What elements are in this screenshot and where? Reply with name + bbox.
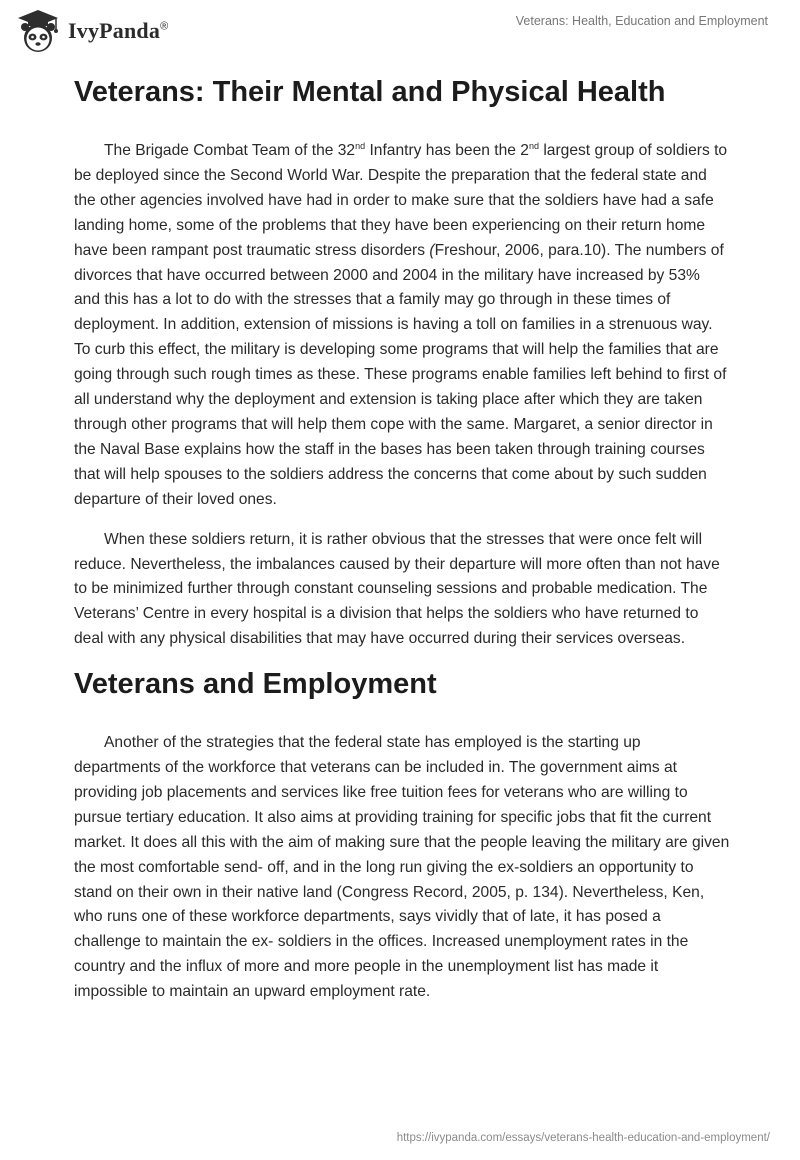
paragraph-employment-1: Another of the strategies that the federal state has employed is the starting up departments of the workforce that veterans can be included in. The government aims at providing job placements and services like free tuition fees for veterans who are willing to pursue tertiary education. It also aims at providing training for specific jobs that fit the current market. It does all this with the aim of making sure that the people leaving the military are given the most comfortable send- off, and in the long run giving the ex-soldiers an opportunity to stand on their own in their native land (Congress Record, 2005, p. 134). Nevertheless, Ken, who runs one of these workforce departments, says vividly that of late, it has posed a challenge to maintain the ex- soldiers in the offices. Increased unemployment rates in the country and the influx of more and more people in the unemployment list has made it impossible to maintain an upward employment rate. (74, 734, 730, 1001)
section-heading-employment: Veterans and Employment (74, 668, 437, 701)
section-heading-health: Veterans: Their Mental and Physical Health (74, 76, 666, 108)
brand-name: IvyPanda® (68, 18, 169, 43)
page-header (0, 0, 800, 64)
document-header-title: Veterans: Health, Education and Employment (515, 14, 768, 28)
paragraph-health-1: The Brigade Combat Team of the 32nd Infantry has been the 2nd largest group of soldiers to be deployed since the Second World War. Despite the preparation that the federal state and the other agencies involved have had in order to make sure that the soldiers have had a safe landing home, some of the problems that they have been experiencing on their return home have been rampant post traumatic stress disorders (Freshour, 2006, para.10). The numbers of divorces that have occurred between 2000 and 2004 in the military have increased by 53% and this has a lot to do with the stresses that a family may go through in these times of deployment. In addition, extension of missions is having a toll on families in a strenuous way. To curb this effect, the military is developing some programs that will help the families that are going through such rough times as these. These programs enable families left behind to first of all understand why the deployment and extension is taking place after which they are taken through other programs that will help them cope with the same. Margaret, a senior director in the Naval Base explains how the staff in the bases has been taken through training courses that will help spouses to the soldiers address the concerns that come about by such sudden departure of their loved ones. (74, 140, 728, 508)
ivypanda-logo[interactable] (14, 8, 168, 54)
paragraph-health-2: When these soldiers return, it is rather obvious that the stresses that were once felt will reduce. Nevertheless, the imbalances caused by their departure will more often than not have to be minimized further through constant counseling sessions and probable medication. The Veterans’ Centre in every hospital is a division that helps the soldiers who have returned to deal with any physical disabilities that may have occurred during their services overseas. (74, 530, 720, 648)
panda-logo-icon (14, 8, 62, 54)
source-url[interactable]: https://ivypanda.com/essays/veterans-health-education-and-employment/ (396, 1132, 770, 1144)
essay-content (74, 72, 730, 1005)
